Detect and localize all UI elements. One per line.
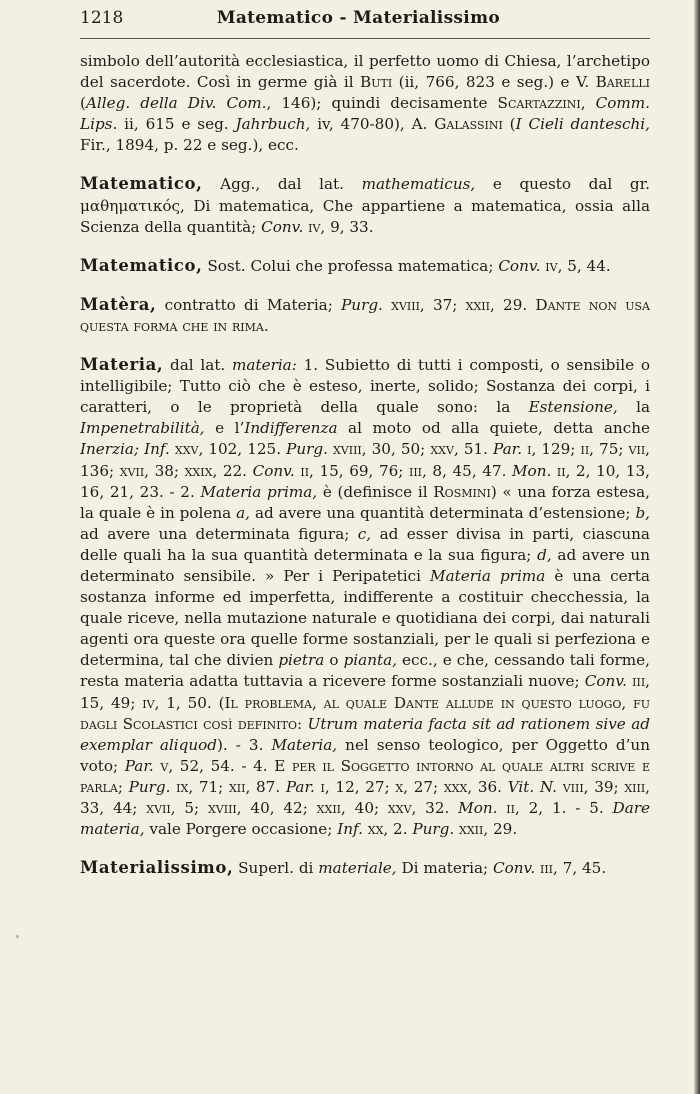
- text: Superl. di: [233, 859, 319, 878]
- text: ad avere una quantità determinata d’estensione;: [250, 503, 636, 522]
- citation-work: Par.: [285, 777, 315, 796]
- text: ad avere una determinata figura;: [80, 524, 358, 543]
- text: (: [80, 94, 86, 113]
- headword: Matematico,: [80, 255, 203, 275]
- citation-ref: xxv, 102, 125.: [169, 440, 287, 459]
- term: pianta,: [343, 651, 397, 670]
- text: ). - 3.: [217, 735, 272, 754]
- text: al moto od alla quiete, detta anche: [337, 419, 650, 438]
- text: 1. Subietto di tutti i composti, o sensibile o intelligibile; Tutto ciò che è esteso, inerte, solido; Sostanza dei corpi, i caratteri, o le proprietà della quale sono: la: [80, 356, 650, 417]
- citation-work: Purg.: [128, 777, 171, 796]
- entry-materialissimo: [80, 857, 650, 879]
- running-title: Matematico - Materialissimo: [216, 8, 500, 28]
- text: simbolo dell’autorità ecclesiastica, il perfetto uomo di Chiesa, l’archetipo del sacerdote. Così in germe già il: [80, 52, 650, 92]
- author-name: Scartazzini: [497, 94, 581, 113]
- text: Sost. Colui che professa matematica;: [202, 256, 499, 275]
- text: è (definisce il: [317, 482, 434, 501]
- headword: Matèra,: [80, 294, 157, 314]
- work-title: Comm. Lips.: [80, 94, 650, 134]
- citation-work: Par.: [124, 756, 154, 775]
- term: Estensione,: [528, 398, 618, 417]
- page-edge-shadow: [694, 0, 700, 1094]
- text: ii, 615 e seg.: [117, 115, 236, 134]
- dictionary-page: [80, 8, 650, 896]
- text: o: [324, 651, 344, 670]
- term: Indifferenza: [244, 419, 338, 438]
- latin-term: mathematicus,: [361, 175, 476, 194]
- work-title: Jahrbuch,: [235, 115, 311, 134]
- text: nel senso teologico, per Oggetto d’un voto;: [80, 735, 650, 775]
- text: vale Porgere occasione;: [144, 820, 338, 839]
- citation-work: Conv.: [498, 256, 541, 275]
- citation-ref: ii, 2, 10, 13, 16, 21, 23. - 2.: [80, 461, 650, 501]
- enum-letter: d,: [537, 545, 552, 564]
- term: Materia prima: [430, 566, 546, 585]
- citation-work: Purg.: [341, 295, 383, 314]
- latin-quote: Utrum materia facta sit ad rationem sive ad exemplar aliquod: [80, 714, 650, 754]
- author-name: Rosmini: [433, 482, 491, 501]
- text: la: [617, 398, 650, 417]
- citation-ref: iv, 5, 44.: [540, 256, 611, 275]
- citation-work: Conv.: [252, 461, 295, 480]
- text: ecc., e che, cessando tali forme, resta materia adatta tuttavia a ricevere forme sostanziali nuove;: [80, 651, 650, 691]
- citation-work: Par.: [493, 440, 523, 459]
- text: ) « una forza estesa, la quale è in polena: [80, 482, 650, 522]
- text: contratto di Materia;: [156, 295, 342, 314]
- entry-matera: [80, 294, 650, 337]
- text: Di materia;: [396, 859, 493, 878]
- text: (: [502, 115, 516, 134]
- text: Fir., 1894, p. 22 e seg.), ecc.: [80, 136, 299, 155]
- work-title: Alleg. della Div. Com.: [85, 94, 267, 113]
- header-rule: [80, 38, 650, 39]
- term: Dare materia,: [80, 799, 651, 839]
- text: è una certa sostanza informe ed imperfetta, indifferente a costituir checchessia, la quale riceve, nella mutazione naturale e quotidiana dei corpi, dai naturali agenti ora queste ora quelle forme sostanziali, per le quali si perfeziona e determina, tal che divien: [80, 566, 650, 670]
- citation-ref: ii, 15, 69, 76; iii, 8, 45, 47.: [294, 461, 512, 480]
- page-number: 1218: [80, 8, 124, 28]
- citation-work: Vit. N.: [507, 777, 558, 796]
- citation-work: Purg.: [412, 820, 455, 839]
- term: materiale,: [318, 859, 397, 878]
- continuation-paragraph: [80, 51, 650, 156]
- entry-materia: [80, 354, 650, 840]
- text: ,: [580, 94, 596, 113]
- entry-matematico-sost: [80, 255, 650, 277]
- citation-ref: iv, 9, 33.: [303, 217, 374, 236]
- text: e questo dal gr. μαθηματικός, Di matematica, Che appartiene a matematica, ossia alla Scienza della quantità;: [80, 175, 651, 236]
- text: ad esser divisa in parti, ciascuna delle quali ha la sua quantità determinata e la sua figura;: [80, 524, 650, 564]
- term: Materia,: [271, 735, 338, 754]
- term: Materia prima,: [200, 482, 318, 501]
- term: Impenetrabilità,: [80, 419, 205, 438]
- citation-ref: ii, 2, 1. - 5.: [497, 799, 613, 817]
- enum-letter: c,: [357, 524, 372, 543]
- term: pietra: [278, 651, 325, 670]
- citation-ref: i, 12, 27; x, 27; xxx, 36.: [314, 777, 508, 796]
- citation-ref: v, 52, 54. - 4. E per il Soggetto intorno al quale altri scrive e parla;: [80, 756, 650, 796]
- citation-work: Purg.: [286, 440, 328, 459]
- text: dal lat.: [163, 356, 233, 375]
- headword: Matematico,: [80, 174, 203, 194]
- headword: Materia,: [80, 355, 164, 375]
- entry-matematico-agg: [80, 173, 650, 237]
- latin-term: materia:: [232, 356, 297, 375]
- citation-ref: xx, 2.: [362, 820, 413, 839]
- citation-work: Inf.: [337, 820, 363, 839]
- page-header: [80, 8, 650, 34]
- citation-work: Mon.: [458, 799, 498, 817]
- text: ad avere un determinato sensibile. » Per i Peripatetici: [80, 545, 650, 585]
- citation-work: Conv.: [261, 217, 304, 236]
- enum-letter: b,: [635, 503, 650, 522]
- work-title: I Cieli danteschi,: [515, 115, 650, 134]
- citation-ref: xviii, 37; xxii, 29. Dante non usa questa forma che in rima.: [80, 295, 651, 335]
- citation-ref: viii, 39; xiii, 33, 44; xvii, 5; xviii, 40, 42; xxii, 40; xxv, 32.: [80, 777, 651, 817]
- citation-ref: xviii, 30, 50; xxv, 51.: [327, 440, 494, 459]
- term: Inerzia; Inf.: [80, 440, 170, 459]
- citation-ref: ix, 71; xii, 87.: [170, 777, 286, 796]
- text: Agg., dal lat.: [202, 175, 362, 194]
- citation-work: Conv.: [584, 672, 627, 691]
- citation-ref: iii, 7, 45.: [535, 859, 607, 878]
- citation-ref: xxii, 29.: [454, 820, 518, 839]
- text: (ii, 766, 823 e seg.) e V.: [392, 73, 596, 92]
- author-name: Buti: [360, 73, 393, 92]
- author-name: Barelli: [595, 73, 650, 92]
- text: e l’: [204, 419, 245, 438]
- text: iv, 470-80), A.: [310, 115, 435, 134]
- enum-letter: a,: [236, 503, 251, 522]
- citation-ref: iii, 15, 49; iv, 1, 50. (Il problema, al quale Dante allude in questo luogo, fu dagli Scolastici così definito:: [80, 672, 650, 733]
- scan-speck: [16, 935, 19, 938]
- headword: Materialissimo,: [80, 858, 234, 878]
- author-name: Galassini: [434, 115, 503, 134]
- citation-work: Mon.: [512, 461, 552, 480]
- text: , 146); quindi decisamente: [266, 94, 498, 113]
- citation-ref: i, 129; ii, 75; vii, 136; xvii, 38; xxix, 22.: [80, 440, 650, 480]
- citation-work: Conv.: [493, 859, 536, 878]
